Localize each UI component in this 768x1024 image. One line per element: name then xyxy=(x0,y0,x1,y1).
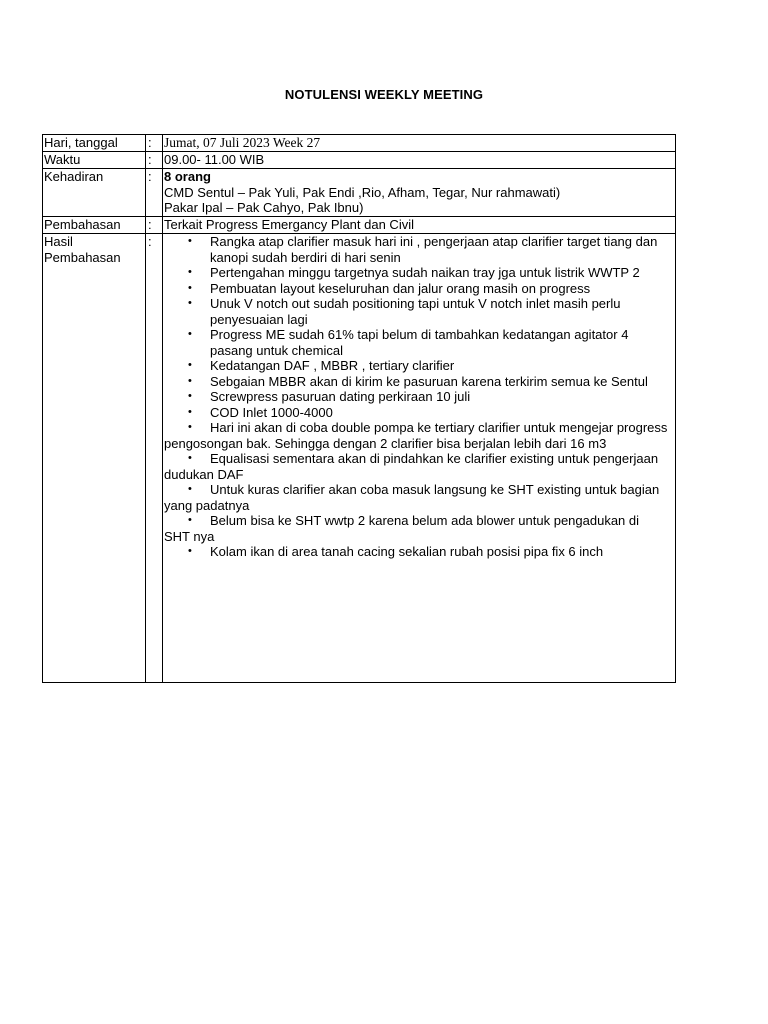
value-waktu: 09.00- 11.00 WIB xyxy=(163,152,676,169)
bullet-icon: • xyxy=(188,297,192,309)
bullet-icon: • xyxy=(188,514,192,526)
list-item xyxy=(164,544,674,560)
bullet-icon: • xyxy=(188,328,192,340)
list-item xyxy=(164,265,674,281)
colon: : xyxy=(146,217,163,234)
row-pembahasan xyxy=(43,217,676,234)
list-item xyxy=(164,513,674,544)
value-hasil-pembahasan xyxy=(163,234,676,683)
label-hari-tanggal: Hari, tanggal xyxy=(43,135,146,152)
document-title: NOTULENSI WEEKLY MEETING xyxy=(284,87,484,102)
value-kehadiran xyxy=(163,169,676,217)
list-item-text: Belum bisa ke SHT wwtp 2 karena belum ada blower untuk pengadukan di SHT nya xyxy=(164,513,640,544)
meeting-table xyxy=(42,134,676,683)
label-hasil-line1: Hasil xyxy=(44,234,73,249)
bullet-icon: • xyxy=(188,452,192,464)
list-item-text: Hari ini akan di coba double pompa ke tertiary clarifier untuk mengejar progress pengosongan bak. Sehingga dengan 2 clarifier bisa berjalan lebih dari 16 m3 xyxy=(164,420,668,451)
list-item-text: COD Inlet 1000-4000 xyxy=(210,404,333,420)
value-pembahasan: Terkait Progress Emergancy Plant dan Civil xyxy=(163,217,676,234)
bullet-icon: • xyxy=(188,281,192,294)
list-item xyxy=(164,296,674,327)
list-item xyxy=(164,281,674,297)
attendance-count: 8 orang xyxy=(164,169,211,184)
colon: : xyxy=(146,234,163,683)
list-item-text: Sebgaian MBBR akan di kirim ke pasuruan karena terkirim semua ke Sentul xyxy=(210,373,648,389)
list-item-text: Rangka atap clarifier masuk hari ini , pengerjaan atap clarifier target tiang dan kanopi sudah berdiri di hari senin xyxy=(210,234,658,265)
attendance-line-pakar: Pakar Ipal – Pak Cahyo, Pak Ibnu) xyxy=(164,200,364,215)
bullet-icon: • xyxy=(188,545,192,557)
list-item-text: Kedatangan DAF , MBBR , tertiary clarifier xyxy=(210,358,455,373)
bullet-icon: • xyxy=(188,359,192,371)
list-item xyxy=(164,420,674,451)
row-waktu xyxy=(43,152,676,169)
row-kehadiran xyxy=(43,169,676,217)
attendance-line-cmd: CMD Sentul – Pak Yuli, Pak Endi ,Rio, Afham, Tegar, Nur rahmawati) xyxy=(164,184,561,200)
bullet-icon: • xyxy=(188,374,192,387)
list-item-text: Pertengahan minggu targetnya sudah naikan tray jga untuk listrik WWTP 2 xyxy=(210,265,640,280)
label-hasil-pembahasan xyxy=(43,234,146,683)
list-item-text: Kolam ikan di area tanah cacing sekalian rubah posisi pipa fix 6 inch xyxy=(210,544,604,559)
list-item-text: Pembuatan layout keseluruhan dan jalur orang masih on progress xyxy=(210,280,591,296)
list-item-text: Screwpress pasuruan dating perkiraan 10 juli xyxy=(210,389,471,404)
bullet-icon: • xyxy=(188,421,192,433)
list-item xyxy=(164,451,674,482)
value-hari-tanggal: Jumat, 07 Juli 2023 Week 27 xyxy=(163,135,676,152)
colon: : xyxy=(146,169,163,217)
label-kehadiran: Kehadiran xyxy=(43,169,146,217)
list-item xyxy=(164,389,674,405)
list-item-text: Unuk V notch out sudah positioning tapi untuk V notch inlet masih perlu penyesuaian lagi xyxy=(210,296,621,327)
bullet-icon: • xyxy=(188,235,192,247)
label-waktu: Waktu xyxy=(43,152,146,169)
row-hari-tanggal xyxy=(43,135,676,152)
bullet-icon: • xyxy=(188,483,192,495)
list-item xyxy=(164,405,674,421)
bullet-icon: • xyxy=(188,405,192,418)
colon: : xyxy=(146,135,163,152)
row-hasil-pembahasan xyxy=(43,234,676,683)
list-item xyxy=(164,234,674,265)
list-item xyxy=(164,358,674,374)
label-hasil-line2: Pembahasan xyxy=(44,249,121,265)
list-item xyxy=(164,327,674,358)
list-item-text: Equalisasi sementara akan di pindahkan ke clarifier existing untuk pengerjaan dudukan DAF xyxy=(164,451,659,482)
list-item xyxy=(164,374,674,390)
list-item-text: Progress ME sudah 61% tapi belum di tambahkan kedatangan agitator 4 pasang untuk chemical xyxy=(210,327,629,358)
bullet-icon: • xyxy=(188,266,192,278)
bullet-icon: • xyxy=(188,390,192,402)
colon: : xyxy=(146,152,163,169)
list-item xyxy=(164,482,674,513)
list-item-text: Untuk kuras clarifier akan coba masuk langsung ke SHT existing untuk bagian yang padatnya xyxy=(164,482,660,513)
hasil-list xyxy=(164,234,674,560)
label-pembahasan: Pembahasan xyxy=(43,217,146,234)
